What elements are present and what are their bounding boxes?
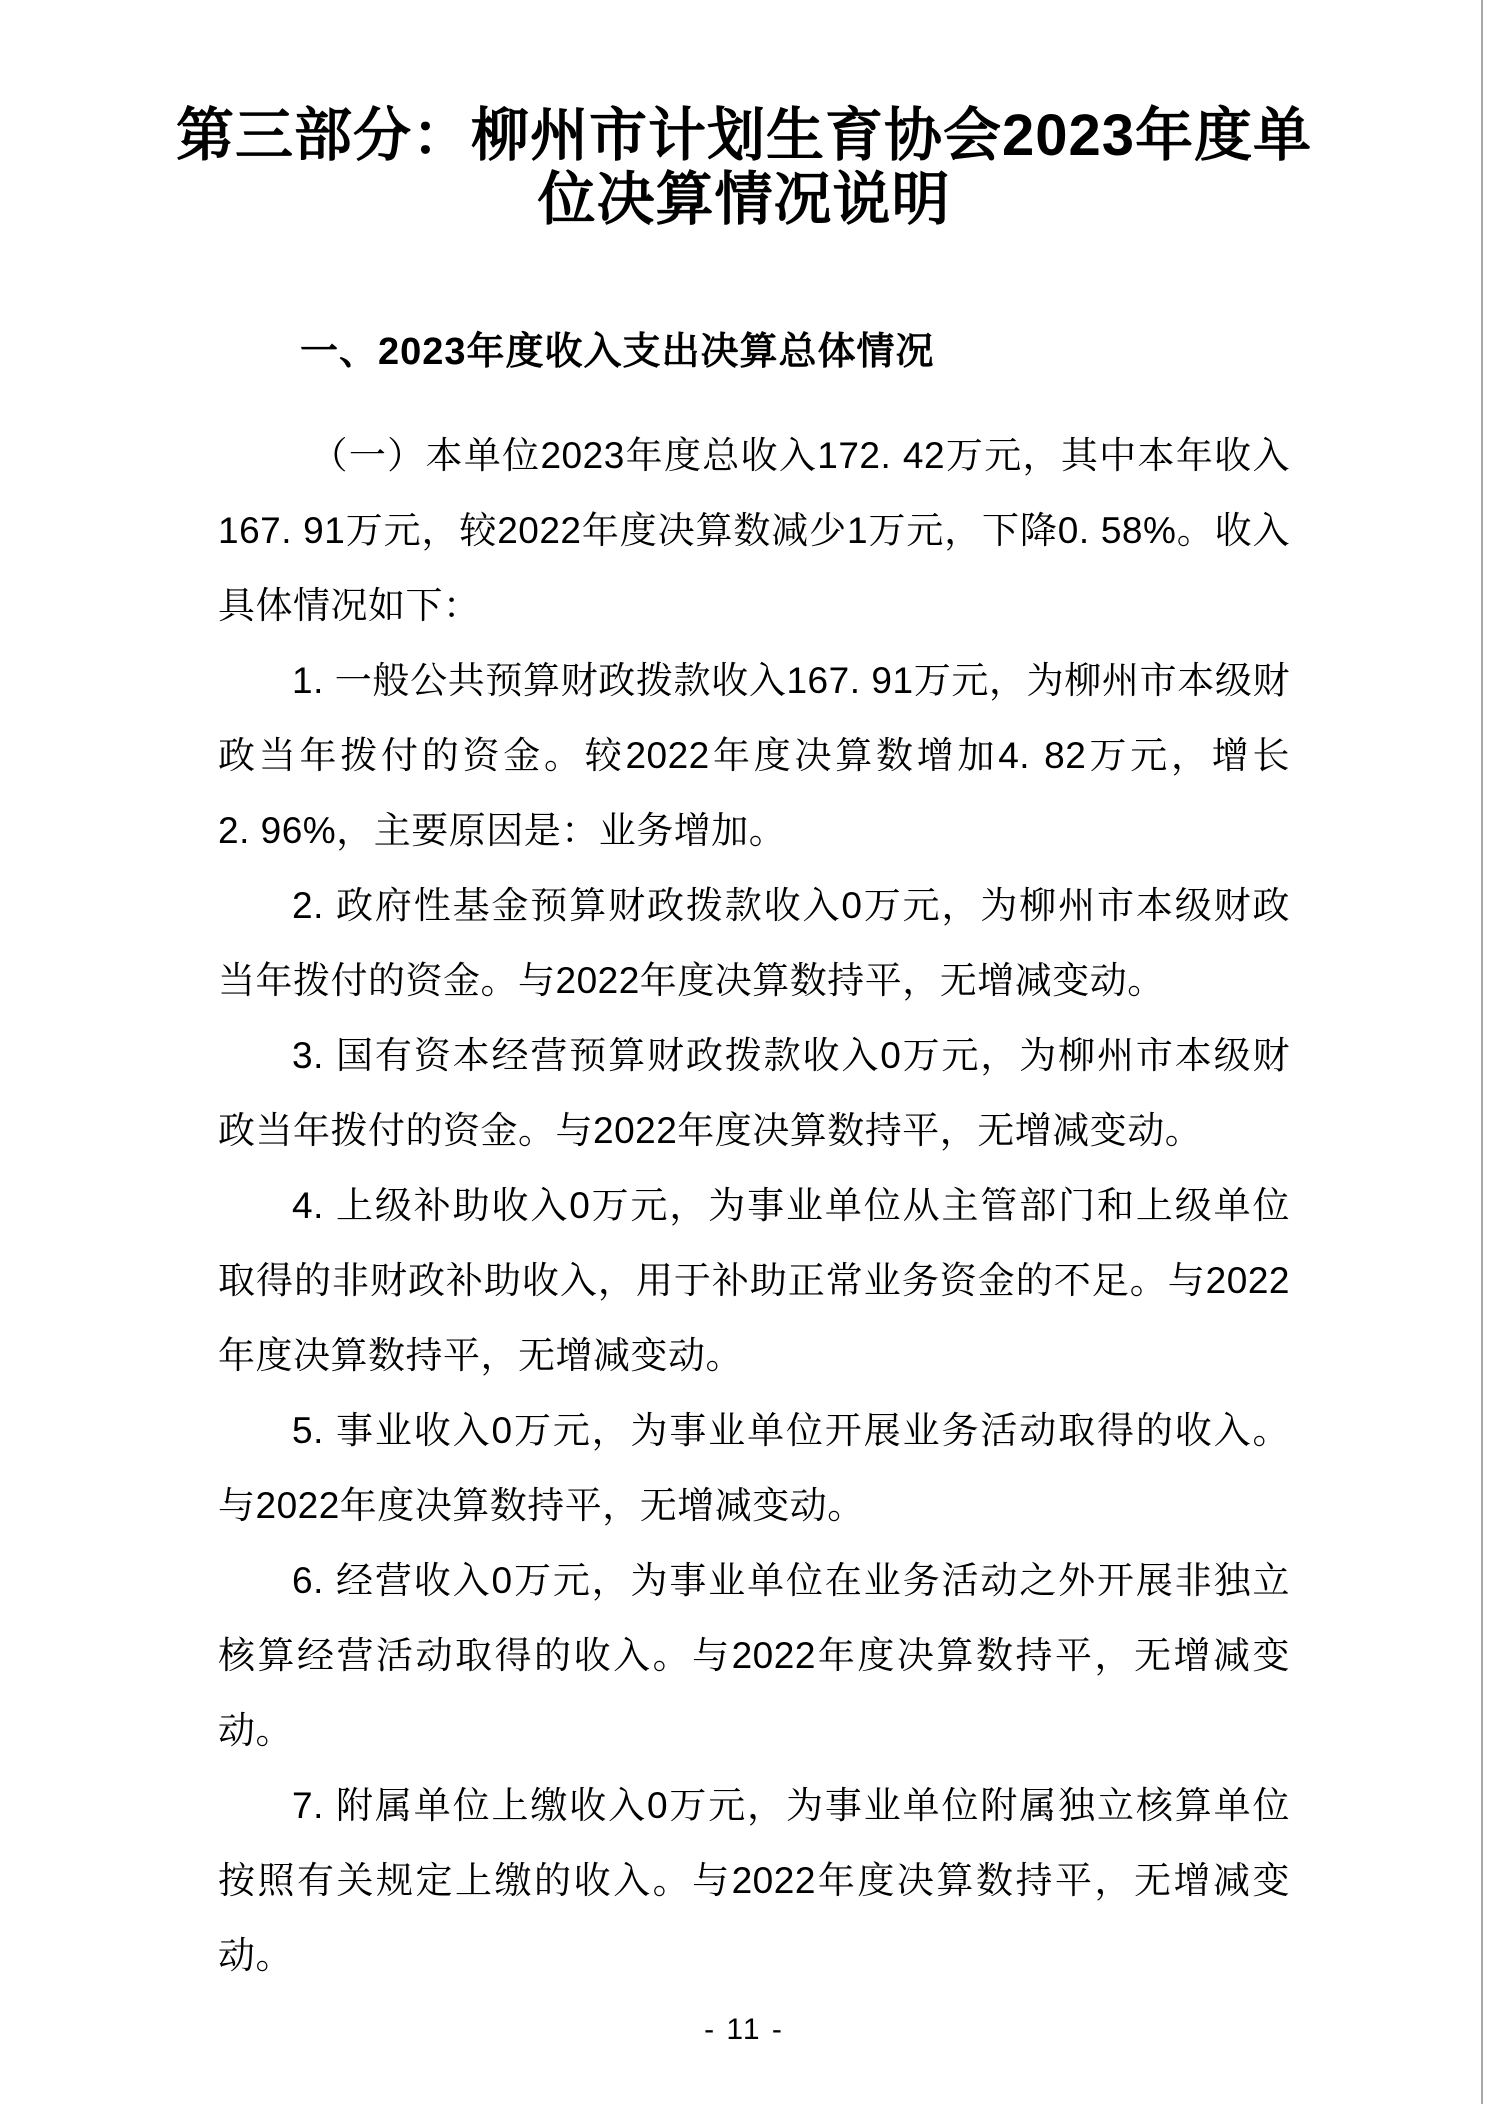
paragraph-item-4: 4. 上级补助收入0万元，为事业单位从主管部门和上级单位取得的非财政补助收入，用于补助正常业务资金的不足。与2022年度决算数持平，无增减变动。 [218, 1185, 1290, 1376]
document-content [218, 330, 1290, 1993]
paragraph-item-7: 7. 附属单位上缴收入0万元，为事业单位附属独立核算单位按照有关规定上缴的收入。与2022年度决算数持平，无增减变动。 [218, 1785, 1290, 1976]
document-title-line-1: 第三部分：柳州市计划生育协会2023年度单 [175, 103, 1313, 168]
paragraph-item-2: 2. 政府性基金预算财政拨款收入0万元，为柳州市本级财政当年拨付的资金。与2022年度决算数持平，无增减变动。 [218, 885, 1290, 1001]
page-edge-line [1481, 0, 1483, 2104]
document-title-line-2: 位决算情况说明 [537, 167, 951, 232]
document-title [84, 104, 1404, 232]
paragraph-item-3: 3. 国有资本经营预算财政拨款收入0万元，为柳州市本级财政当年拨付的资金。与2022年度决算数持平，无增减变动。 [218, 1035, 1290, 1151]
paragraph-item-1: 1. 一般公共预算财政拨款收入167. 91万元，为柳州市本级财政当年拨付的资金。较2022年度决算数增加4. 82万元，增长2. 96%，主要原因是：业务增加。 [218, 660, 1290, 851]
paragraph-item-6: 6. 经营收入0万元，为事业单位在业务活动之外开展非独立核算经营活动取得的收入。与2022年度决算数持平，无增减变动。 [218, 1560, 1290, 1751]
section-heading: 一、2023年度收入支出决算总体情况 [300, 331, 935, 373]
paragraph-item-5: 5. 事业收入0万元，为事业单位开展业务活动取得的收入。与2022年度决算数持平，无增减变动。 [218, 1410, 1290, 1526]
body-paragraphs [218, 418, 1290, 1993]
paragraph-overview: （一）本单位2023年度总收入172. 42万元，其中本年收入167. 91万元，较2022年度决算数减少1万元，下降0. 58%。收入具体情况如下： [218, 435, 1290, 626]
page-number: - 11 - [704, 2013, 784, 2046]
